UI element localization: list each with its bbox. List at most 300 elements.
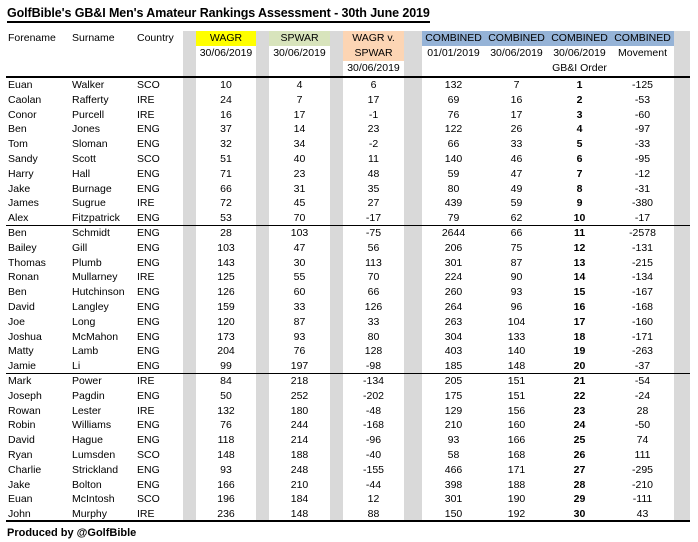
cell-wagr-v-spwar: 33 — [367, 315, 380, 328]
cell-forename: Ronan — [8, 271, 39, 284]
table-row — [6, 167, 690, 182]
cell-wagr-v-spwar: -44 — [365, 478, 382, 491]
cell-movement: -167 — [631, 286, 653, 299]
table-row — [6, 182, 690, 197]
header-combined-3: COMBINED — [551, 32, 608, 44]
cell-surname: Scott — [72, 152, 96, 165]
cell-movement: -54 — [634, 374, 651, 387]
cell-forename: James — [8, 197, 39, 210]
cell-spwar: 148 — [290, 508, 309, 520]
cell-combined-jan: 76 — [447, 108, 460, 121]
cell-wagr: 126 — [217, 286, 235, 299]
cell-gbi-order: 25 — [573, 434, 586, 447]
cell-combined-jan: 58 — [447, 448, 460, 461]
cell-wagr: 143 — [217, 256, 235, 269]
cell-surname: Murphy — [72, 508, 108, 520]
header-combined-1-date: 01/01/2019 — [427, 47, 480, 59]
cell-gbi-order: 30 — [573, 508, 586, 520]
table-row — [6, 285, 690, 300]
cell-wagr: 76 — [220, 419, 232, 432]
cell-combined-jun: 87 — [510, 256, 523, 269]
cell-gbi-order: 20 — [573, 360, 586, 373]
cell-combined-jun: 17 — [510, 108, 523, 121]
table-row — [6, 211, 690, 226]
cell-wagr: 148 — [217, 448, 235, 461]
table-row — [6, 330, 690, 345]
cell-surname: Pagdin — [72, 389, 105, 402]
cell-forename: Charlie — [8, 463, 42, 476]
cell-country: ENG — [137, 256, 160, 269]
cell-wagr: 37 — [220, 123, 232, 136]
cell-movement: -215 — [631, 256, 653, 269]
table-header — [6, 31, 690, 78]
cell-forename: David — [8, 434, 35, 447]
cell-forename: Joshua — [8, 330, 42, 343]
cell-gbi-order: 14 — [573, 271, 586, 284]
cell-combined-jun: 75 — [510, 241, 523, 254]
cell-country: ENG — [137, 167, 160, 180]
cell-gbi-order: 23 — [573, 404, 586, 417]
cell-combined-jun: 151 — [507, 374, 526, 387]
cell-spwar: 23 — [293, 167, 306, 180]
cell-wagr-v-spwar: -202 — [362, 389, 384, 402]
cell-wagr-v-spwar: -155 — [362, 463, 384, 476]
page-title: GolfBible's GB&I Men's Amateur Rankings Assessment - 30th June 2019 — [7, 6, 430, 23]
cell-combined-jan: 175 — [444, 389, 463, 402]
cell-wagr: 66 — [220, 182, 232, 195]
header-wagr: WAGR — [196, 31, 256, 46]
cell-country: SCO — [137, 152, 160, 165]
cell-wagr: 99 — [220, 360, 232, 373]
cell-gbi-order: 3 — [576, 108, 583, 121]
header-combined-1: COMBINED — [425, 32, 482, 44]
header-combined-2-date: 30/06/2019 — [490, 47, 543, 59]
table-row — [6, 463, 690, 478]
cell-combined-jun: 166 — [507, 434, 526, 447]
cell-wagr-v-spwar: -75 — [365, 226, 382, 239]
cell-movement: -263 — [631, 345, 653, 358]
cell-combined-jun: 93 — [510, 286, 523, 299]
cell-combined-jun: 171 — [507, 463, 526, 476]
table-row — [6, 226, 690, 241]
cell-country: ENG — [137, 300, 160, 313]
cell-combined-jun: 46 — [510, 152, 523, 165]
header-combined-2: COMBINED — [488, 32, 545, 44]
cell-combined-jun: 16 — [510, 93, 523, 106]
cell-surname: Fitzpatrick — [72, 212, 120, 225]
cell-gbi-order: 21 — [573, 374, 586, 387]
cell-combined-jun: 188 — [507, 478, 526, 491]
cell-spwar: 60 — [293, 286, 306, 299]
cell-wagr: 236 — [217, 508, 235, 520]
table-row — [6, 241, 690, 256]
header-wagr-date: 30/06/2019 — [199, 47, 253, 59]
cell-spwar: 197 — [290, 360, 309, 373]
cell-combined-jun: 33 — [510, 138, 523, 151]
cell-movement: -111 — [632, 493, 653, 506]
cell-combined-jun: 96 — [510, 300, 523, 313]
cell-country: ENG — [137, 138, 160, 151]
cell-combined-jan: 129 — [444, 404, 463, 417]
cell-movement: -95 — [634, 152, 651, 165]
cell-surname: Jones — [72, 123, 101, 136]
cell-movement: -380 — [631, 197, 653, 210]
cell-combined-jan: 185 — [444, 360, 463, 373]
cell-surname: Burnage — [72, 182, 112, 195]
cell-country: ENG — [137, 478, 160, 491]
cell-wagr-v-spwar: 56 — [367, 241, 380, 254]
cell-movement: 43 — [636, 508, 649, 520]
cell-combined-jan: 69 — [447, 93, 460, 106]
cell-spwar: 76 — [293, 345, 306, 358]
cell-spwar: 70 — [293, 212, 306, 225]
cell-gbi-order: 9 — [576, 197, 583, 210]
table-row — [6, 359, 690, 374]
cell-spwar: 45 — [293, 197, 306, 210]
cell-country: IRE — [137, 108, 155, 121]
cell-wagr-v-spwar: 12 — [367, 493, 380, 506]
cell-combined-jan: 439 — [444, 197, 463, 210]
cell-combined-jan: 263 — [444, 315, 463, 328]
cell-combined-jan: 122 — [444, 123, 463, 136]
cell-wagr: 24 — [220, 93, 232, 106]
cell-forename: Rowan — [8, 404, 41, 417]
cell-spwar: 14 — [293, 123, 306, 136]
cell-combined-jan: 466 — [444, 463, 463, 476]
cell-movement: -210 — [631, 478, 653, 491]
cell-movement: 28 — [636, 404, 649, 417]
cell-surname: Sugrue — [72, 197, 106, 210]
table-row — [6, 478, 690, 493]
cell-spwar: 180 — [290, 404, 309, 417]
cell-combined-jun: 26 — [510, 123, 523, 136]
cell-spwar: 47 — [293, 241, 306, 254]
cell-surname: Langley — [72, 300, 109, 313]
cell-spwar: 30 — [293, 256, 306, 269]
cell-combined-jun: 66 — [510, 226, 523, 239]
table-row — [6, 256, 690, 271]
cell-movement: -50 — [634, 419, 651, 432]
cell-wagr: 125 — [217, 271, 235, 284]
cell-wagr: 159 — [217, 300, 235, 313]
cell-forename: Alex — [8, 212, 29, 225]
cell-surname: Walker — [72, 79, 105, 91]
cell-movement: -31 — [634, 182, 651, 195]
cell-gbi-order: 8 — [576, 182, 583, 195]
cell-spwar: 4 — [296, 79, 303, 91]
cell-combined-jun: 156 — [507, 404, 526, 417]
cell-combined-jan: 59 — [447, 167, 460, 180]
table-row — [6, 152, 690, 167]
cell-forename: John — [8, 508, 31, 520]
cell-wagr-v-spwar: 113 — [365, 256, 382, 269]
cell-wagr-v-spwar: 80 — [367, 330, 380, 343]
cell-forename: Bailey — [8, 241, 37, 254]
cell-country: ENG — [137, 389, 160, 402]
cell-combined-jun: 104 — [507, 315, 526, 328]
table-row — [6, 108, 690, 123]
cell-spwar: 244 — [290, 419, 309, 432]
table-row — [6, 374, 690, 389]
cell-gbi-order: 18 — [573, 330, 586, 343]
cell-combined-jun: 59 — [510, 197, 523, 210]
header-wagr-v-spwar-line1: WAGR v. — [352, 32, 395, 44]
cell-spwar: 7 — [296, 93, 303, 106]
cell-combined-jun: 190 — [507, 493, 526, 506]
cell-movement: -17 — [634, 212, 651, 225]
cell-wagr: 50 — [220, 389, 232, 402]
header-spwar: SPWAR — [269, 31, 330, 46]
cell-gbi-order: 29 — [573, 493, 586, 506]
cell-wagr-v-spwar: -2 — [368, 138, 379, 151]
cell-surname: Hutchinson — [72, 286, 125, 299]
cell-gbi-order: 27 — [573, 463, 586, 476]
cell-surname: Li — [72, 360, 81, 373]
cell-wagr-v-spwar: 6 — [370, 79, 377, 91]
cell-gbi-order: 6 — [576, 152, 583, 165]
cell-combined-jun: 168 — [507, 448, 526, 461]
cell-wagr: 166 — [217, 478, 235, 491]
cell-surname: Williams — [72, 419, 112, 432]
cell-wagr-v-spwar: 70 — [367, 271, 380, 284]
table-row — [6, 492, 690, 507]
table-row — [6, 137, 690, 152]
cell-forename: Euan — [8, 493, 33, 506]
cell-wagr: 93 — [220, 463, 232, 476]
cell-forename: Sandy — [8, 152, 38, 165]
cell-wagr: 32 — [220, 138, 232, 151]
cell-movement: -97 — [634, 123, 651, 136]
cell-spwar: 33 — [293, 300, 306, 313]
cell-combined-jan: 79 — [447, 212, 460, 225]
cell-movement: 111 — [634, 448, 651, 461]
cell-movement: -295 — [631, 463, 653, 476]
header-wagr-v-spwar — [343, 31, 404, 61]
cell-wagr-v-spwar: -168 — [362, 419, 384, 432]
cell-spwar: 103 — [290, 226, 309, 239]
cell-wagr: 10 — [220, 79, 232, 91]
table-row — [6, 196, 690, 211]
cell-gbi-order: 16 — [573, 300, 586, 313]
cell-country: ENG — [137, 330, 160, 343]
header-combined-4: COMBINED — [614, 32, 671, 44]
cell-forename: Ben — [8, 286, 27, 299]
cell-wagr-v-spwar: -1 — [368, 108, 379, 121]
header-combined-band — [422, 31, 674, 46]
cell-country: SCO — [137, 448, 160, 461]
cell-combined-jun: 7 — [513, 79, 520, 91]
cell-combined-jun: 192 — [507, 508, 526, 520]
cell-movement: -53 — [634, 93, 651, 106]
cell-wagr: 72 — [220, 197, 232, 210]
cell-combined-jan: 93 — [447, 434, 460, 447]
footer-credit: Produced by @GolfBible — [7, 527, 137, 539]
cell-country: IRE — [137, 508, 155, 520]
cell-combined-jun: 90 — [510, 271, 523, 284]
cell-surname: Long — [72, 315, 96, 328]
cell-combined-jun: 49 — [510, 182, 523, 195]
table-row — [6, 300, 690, 315]
cell-movement: -134 — [631, 271, 653, 284]
cell-surname: Strickland — [72, 463, 119, 476]
cell-gbi-order: 22 — [573, 389, 586, 402]
cell-forename: Conor — [8, 108, 37, 121]
cell-combined-jan: 260 — [444, 286, 463, 299]
cell-wagr-v-spwar: 66 — [367, 286, 380, 299]
cell-surname: Gill — [72, 241, 88, 254]
cell-surname: Lamb — [72, 345, 99, 358]
cell-forename: Matty — [8, 345, 34, 358]
cell-movement: -171 — [631, 330, 653, 343]
cell-country: ENG — [137, 286, 160, 299]
table-row — [6, 93, 690, 108]
cell-spwar: 214 — [290, 434, 309, 447]
cell-combined-jun: 151 — [507, 389, 526, 402]
table-row — [6, 507, 690, 522]
table-row — [6, 389, 690, 404]
cell-wagr-v-spwar: -48 — [365, 404, 382, 417]
cell-gbi-order: 11 — [573, 226, 586, 239]
cell-country: ENG — [137, 360, 160, 373]
cell-wagr-v-spwar: -96 — [365, 434, 382, 447]
cell-wagr: 53 — [220, 212, 232, 225]
header-country: Country — [137, 32, 174, 44]
cell-movement: -168 — [631, 300, 653, 313]
cell-gbi-order: 13 — [573, 256, 586, 269]
cell-forename: Joseph — [8, 389, 42, 402]
cell-combined-jan: 205 — [444, 374, 463, 387]
cell-forename: Joe — [8, 315, 25, 328]
cell-forename: Ryan — [8, 448, 33, 461]
cell-gbi-order: 4 — [576, 123, 583, 136]
cell-combined-jan: 150 — [444, 508, 463, 520]
cell-surname: Purcell — [72, 108, 105, 121]
cell-country: IRE — [137, 374, 155, 387]
table-row — [6, 404, 690, 419]
cell-surname: Power — [72, 374, 102, 387]
cell-gbi-order: 24 — [573, 419, 586, 432]
cell-movement: -160 — [631, 315, 653, 328]
cell-spwar: 55 — [293, 271, 306, 284]
cell-forename: Jake — [8, 478, 31, 491]
cell-gbi-order: 10 — [573, 212, 586, 225]
cell-country: ENG — [137, 182, 160, 195]
cell-spwar: 34 — [293, 138, 306, 151]
cell-combined-jun: 140 — [507, 345, 526, 358]
cell-country: ENG — [137, 212, 160, 225]
cell-surname: Plumb — [72, 256, 102, 269]
cell-wagr: 173 — [217, 330, 235, 343]
cell-forename: David — [8, 300, 35, 313]
cell-forename: Jamie — [8, 360, 37, 373]
cell-combined-jan: 66 — [447, 138, 460, 151]
cell-wagr-v-spwar: -17 — [365, 212, 382, 225]
cell-combined-jan: 80 — [447, 182, 460, 195]
cell-spwar: 218 — [290, 374, 309, 387]
cell-forename: Tom — [8, 138, 28, 151]
cell-surname: McIntosh — [72, 493, 115, 506]
cell-country: ENG — [137, 123, 160, 136]
cell-forename: Mark — [8, 374, 32, 387]
cell-wagr: 28 — [220, 226, 232, 239]
cell-surname: Hall — [72, 167, 91, 180]
cell-wagr-v-spwar: 88 — [367, 508, 380, 520]
cell-forename: Euan — [8, 79, 33, 91]
header-spwar-date: 30/06/2019 — [273, 47, 326, 59]
cell-country: IRE — [137, 197, 155, 210]
cell-surname: Schmidt — [72, 226, 110, 239]
cell-movement: 74 — [636, 434, 649, 447]
cell-surname: Lester — [72, 404, 102, 417]
table-row — [6, 433, 690, 448]
table-row — [6, 122, 690, 137]
cell-combined-jan: 132 — [444, 79, 463, 91]
cell-movement: -12 — [634, 167, 651, 180]
cell-wagr: 71 — [220, 167, 232, 180]
cell-wagr-v-spwar: 126 — [364, 300, 383, 313]
cell-forename: Harry — [8, 167, 34, 180]
cell-movement: -2578 — [629, 226, 656, 239]
cell-wagr-v-spwar: 48 — [367, 167, 380, 180]
cell-movement: -33 — [634, 138, 651, 151]
table-row — [6, 270, 690, 285]
cell-gbi-order: 7 — [576, 167, 583, 180]
header-gbi-order: GB&I Order — [552, 62, 607, 74]
cell-country: ENG — [137, 315, 160, 328]
cell-gbi-order: 12 — [573, 241, 586, 254]
cell-spwar: 248 — [290, 463, 309, 476]
cell-gbi-order: 5 — [576, 138, 583, 151]
cell-wagr: 103 — [217, 241, 235, 254]
cell-gbi-order: 15 — [573, 286, 586, 299]
cell-spwar: 17 — [293, 108, 306, 121]
cell-wagr-v-spwar: -134 — [362, 374, 384, 387]
cell-combined-jan: 398 — [444, 478, 463, 491]
cell-wagr: 118 — [217, 434, 235, 447]
cell-surname: Bolton — [72, 478, 102, 491]
cell-spwar: 40 — [293, 152, 306, 165]
cell-country: IRE — [137, 93, 155, 106]
cell-wagr: 16 — [220, 108, 232, 121]
cell-gbi-order: 1 — [576, 79, 583, 91]
cell-combined-jun: 47 — [510, 167, 523, 180]
cell-gbi-order: 26 — [573, 448, 586, 461]
cell-spwar: 210 — [290, 478, 309, 491]
header-surname: Surname — [72, 32, 115, 44]
cell-wagr: 120 — [217, 315, 235, 328]
cell-combined-jan: 301 — [444, 493, 463, 506]
cell-spwar: 252 — [290, 389, 309, 402]
cell-movement: -125 — [631, 79, 653, 91]
cell-spwar: 184 — [290, 493, 309, 506]
cell-combined-jan: 301 — [444, 256, 463, 269]
header-wagr-v-spwar-date: 30/06/2019 — [347, 62, 400, 74]
cell-wagr: 204 — [217, 345, 235, 358]
rankings-table — [6, 31, 690, 522]
cell-surname: Rafferty — [72, 93, 109, 106]
cell-wagr: 51 — [220, 152, 232, 165]
cell-gbi-order: 17 — [573, 315, 586, 328]
cell-forename: Ben — [8, 123, 27, 136]
cell-spwar: 188 — [290, 448, 309, 461]
cell-country: ENG — [137, 419, 160, 432]
cell-surname: McMahon — [72, 330, 119, 343]
header-combined-3-date: 30/06/2019 — [553, 47, 606, 59]
cell-country: ENG — [137, 226, 160, 239]
table-row — [6, 448, 690, 463]
cell-wagr-v-spwar: 23 — [367, 123, 380, 136]
header-wagr-v-spwar-line2: SPWAR — [354, 47, 393, 59]
